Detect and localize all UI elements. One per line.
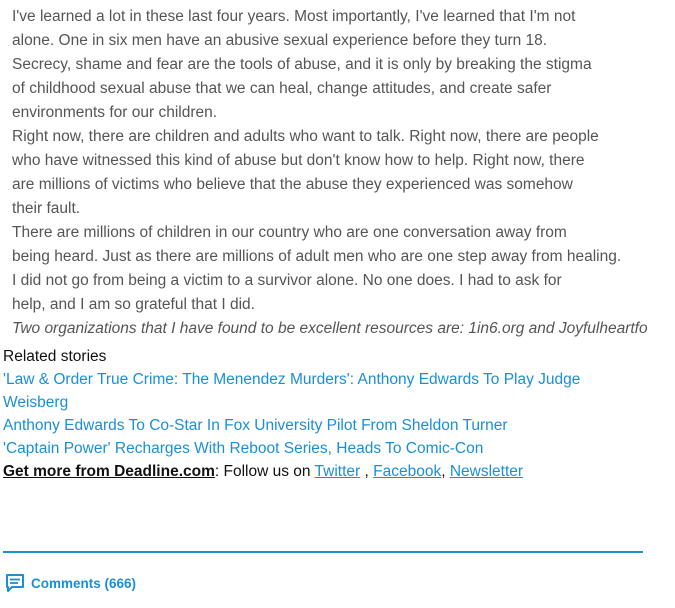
article-line: environments for our children. [12,104,218,121]
article-line: Right now, there are children and adults who want to talk. Right now, there are people [12,128,599,145]
related-story-link[interactable]: 'Captain Power' Recharges With Reboot Series, Heads To Comic-Con [3,440,484,457]
related-story-link[interactable]: 'Law & Order True Crime: The Menendez Murders': Anthony Edwards To Play Judge [3,371,581,388]
follow-text: : Follow us on [214,463,315,480]
newsletter-link[interactable]: Newsletter [449,463,524,480]
comment-icon [5,573,25,593]
related-story-link[interactable]: Anthony Edwards To Co-Star In Fox University Pilot From Sheldon Turner [3,417,508,434]
separator: , [441,463,450,480]
article-line: alone. One in six men have an abusive sexual experience before they turn 18. [12,32,548,49]
comments-button[interactable] [5,573,136,593]
article-line: I did not go from being a victim to a survivor alone. No one does. I had to ask for [12,272,562,289]
facebook-link[interactable]: Facebook [373,463,442,480]
separator: , [360,463,374,480]
article-line: who have witnessed this kind of abuse but don't know how to help. Right now, there [12,152,585,169]
article-line: I've learned a lot in these last four years. Most importantly, I've learned that I'm not [12,8,576,25]
article-line: Secrecy, shame and fear are the tools of abuse, and it is only by breaking the stigma [12,56,592,73]
comments-label: Comments (666) [31,575,137,591]
article-line: are millions of victims who believe that the abuse they experienced was somehow [12,176,573,193]
follow-line [3,460,663,483]
article-line: their fault. [12,200,81,217]
article-line: There are millions of children in our country who are one conversation away from [12,224,567,241]
related-story-link[interactable]: Weisberg [3,394,69,411]
article-line: of childhood sexual abuse that we can heal, change attitudes, and create safer [12,80,552,97]
twitter-link[interactable]: Twitter [314,463,361,480]
related-stories-heading: Related stories [3,348,107,365]
article-line: being heard. Just as there are millions of adult men who are one step away from healing. [12,248,622,265]
article-line: help, and I am so grateful that I did. [12,296,255,313]
resources-line: Two organizations that I have found to be excellent resources are: 1in6.org and Joyfulheartfo [12,320,648,337]
related-stories [3,345,663,483]
article-body [12,5,675,341]
section-divider [3,551,643,553]
deadline-link[interactable]: Get more from Deadline.com [3,463,215,480]
